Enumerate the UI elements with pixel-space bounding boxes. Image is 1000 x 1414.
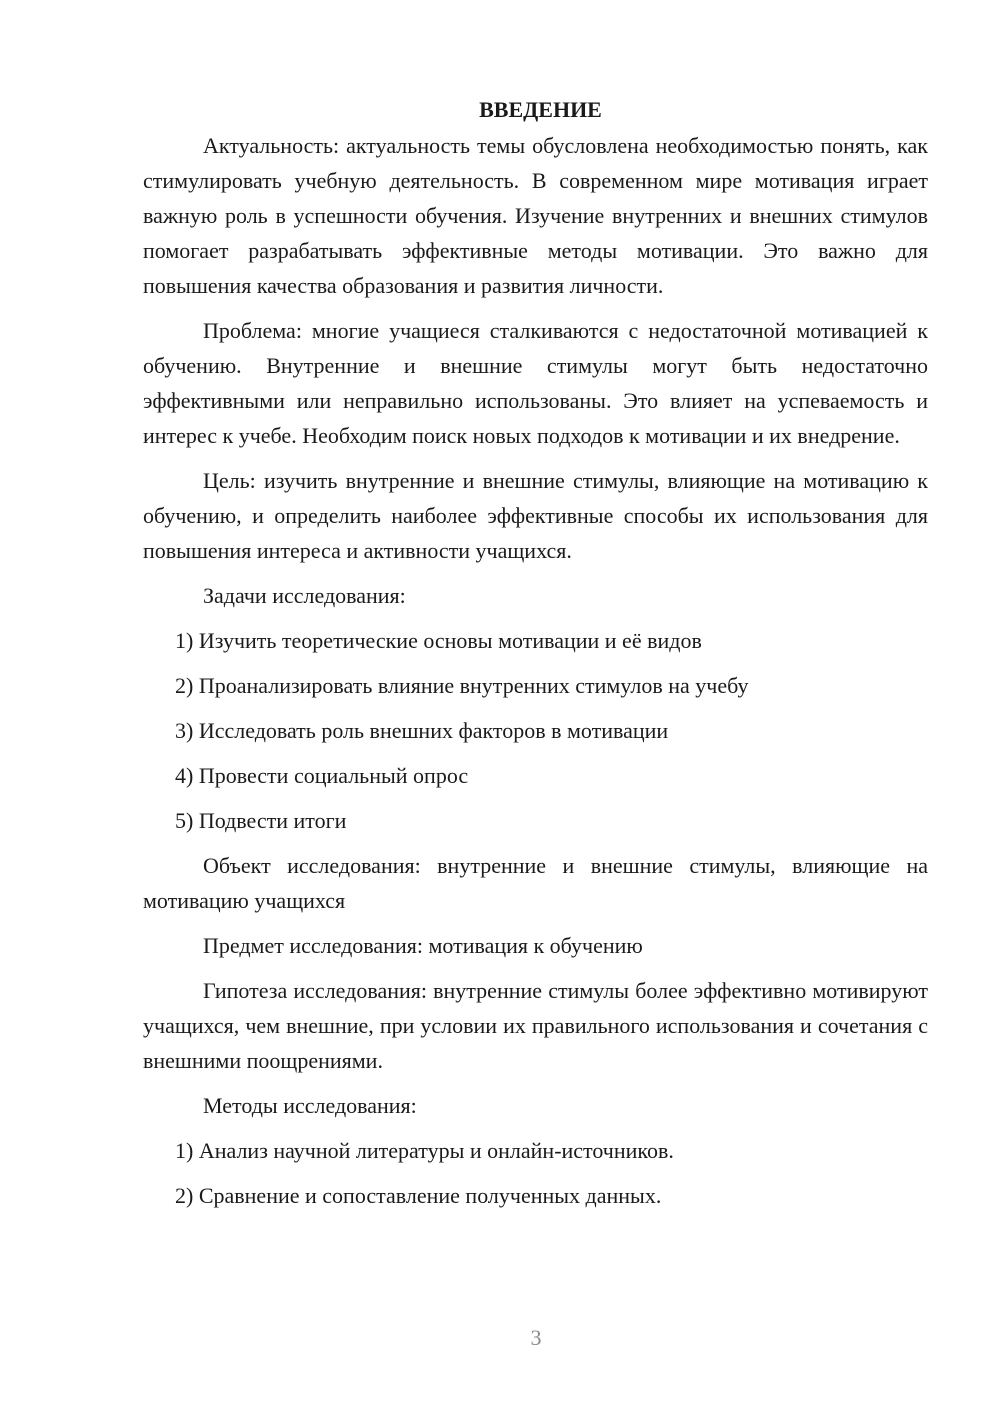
paragraph-relevance: Актуальность: актуальность темы обусловлена необходимостью понять, как стимулировать учебную деятельность. В современном мире мотивация играет важную роль в успешности обучения. Изучение внутренних и внешних стимулов помогает разрабатывать эффективные методы мотивации. Это важно для повышения качества образования и развития личности. [143,133,928,298]
tasks-title: Задачи исследования: [203,583,406,608]
tasks-list [143,623,928,838]
task-item: 5) Подвести итоги [175,808,347,833]
task-item: 2) Проанализировать влияние внутренних стимулов на учебу [175,673,749,698]
paragraph-goal: Цель: изучить внутренние и внешние стимулы, влияющие на мотивацию к обучению, и определить наиболее эффективные способы их использования для повышения интереса и активности учащихся. [143,468,928,563]
methods-list [143,1133,928,1213]
task-item: 4) Провести социальный опрос [175,763,469,788]
section-heading: ВВЕДЕНИЕ [479,97,602,122]
paragraph-problem: Проблема: многие учащиеся сталкиваются с недостаточной мотивацией к обучению. Внутренние и внешние стимулы могут быть недостаточно эффективными или неправильно использованы. Это влияет на успеваемость и интерес к учебе. Необходим поиск новых подходов к мотивации и их внедрение. [143,318,928,448]
task-item: 1) Изучить теоретические основы мотивации и её видов [175,628,702,653]
method-item: 1) Анализ научной литературы и онлайн-источников. [175,1138,674,1163]
method-item: 2) Сравнение и сопоставление полученных данных. [175,1183,662,1208]
document-body [143,92,928,1223]
methods-title: Методы исследования: [203,1093,417,1118]
page-number: 3 [530,1325,542,1350]
paragraph-hypothesis: Гипотеза исследования: внутренние стимулы более эффективно мотивируют учащихся, чем внешние, при условии их правильного использования и сочетания с внешними поощрениями. [143,978,928,1073]
task-item: 3) Исследовать роль внешних факторов в мотивации [175,718,669,743]
paragraph-subject: Предмет исследования: мотивация к обучению [203,933,643,958]
paragraph-object: Объект исследования: внутренние и внешние стимулы, влияющие на мотивацию учащихся [143,853,928,913]
